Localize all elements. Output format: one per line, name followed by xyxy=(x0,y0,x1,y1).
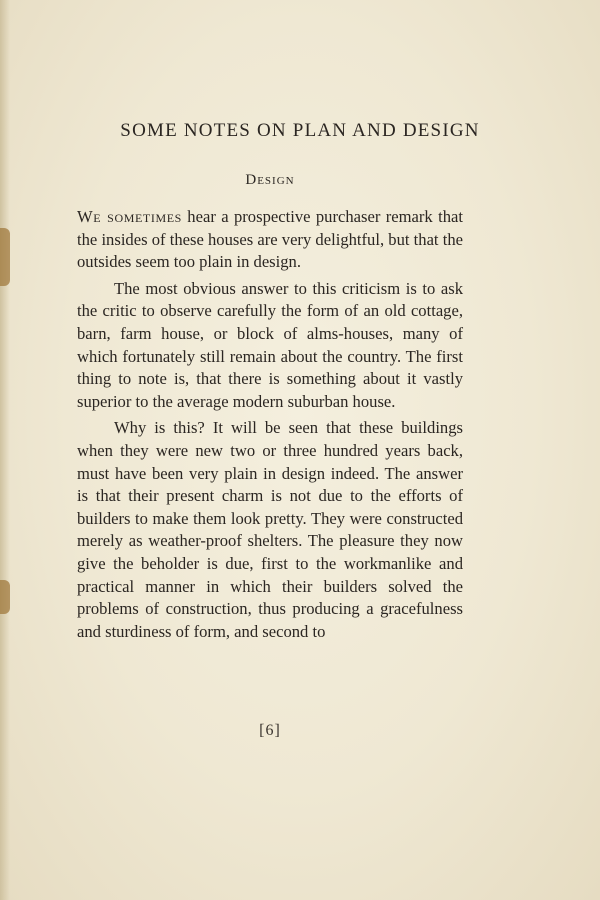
section-title: Design xyxy=(245,172,295,188)
paragraph: Why is this? It will be seen that these buildings when they were new two or three hundred years back, must have been very plain in design indeed. The answer is that their present charm is not due to the efforts of builders to make them look pretty. They were constructed merely as weather-proof shelters. The pleasure they now give the beholder is due, first to the workmanlike and practical manner in which their builders solved the problems of construction, thus producing a gracefulness and sturdiness of form, and second to xyxy=(77,418,463,641)
age-stain xyxy=(0,580,10,614)
page-number: [6] xyxy=(259,722,281,739)
paragraph-lead: We sometimes xyxy=(77,207,182,226)
paragraph: The most obvious answer to this criticism is to ask the critic to observe carefully the form of an old cottage, barn, farm house, or block of alms-houses, many of which fortunately still remain about the country. The first thing to note is, that there is something about it vastly superior to the average modern suburban house. xyxy=(77,278,463,411)
paragraph-text: hear a prospective purchaser remark that the insides of these houses are very delightful, but that the outsides seem too plain in design. xyxy=(77,207,463,272)
age-stain xyxy=(0,228,10,286)
paragraph xyxy=(77,206,463,274)
body-text xyxy=(77,206,463,647)
running-head: SOME NOTES ON PLAN AND DESIGN xyxy=(120,120,480,141)
